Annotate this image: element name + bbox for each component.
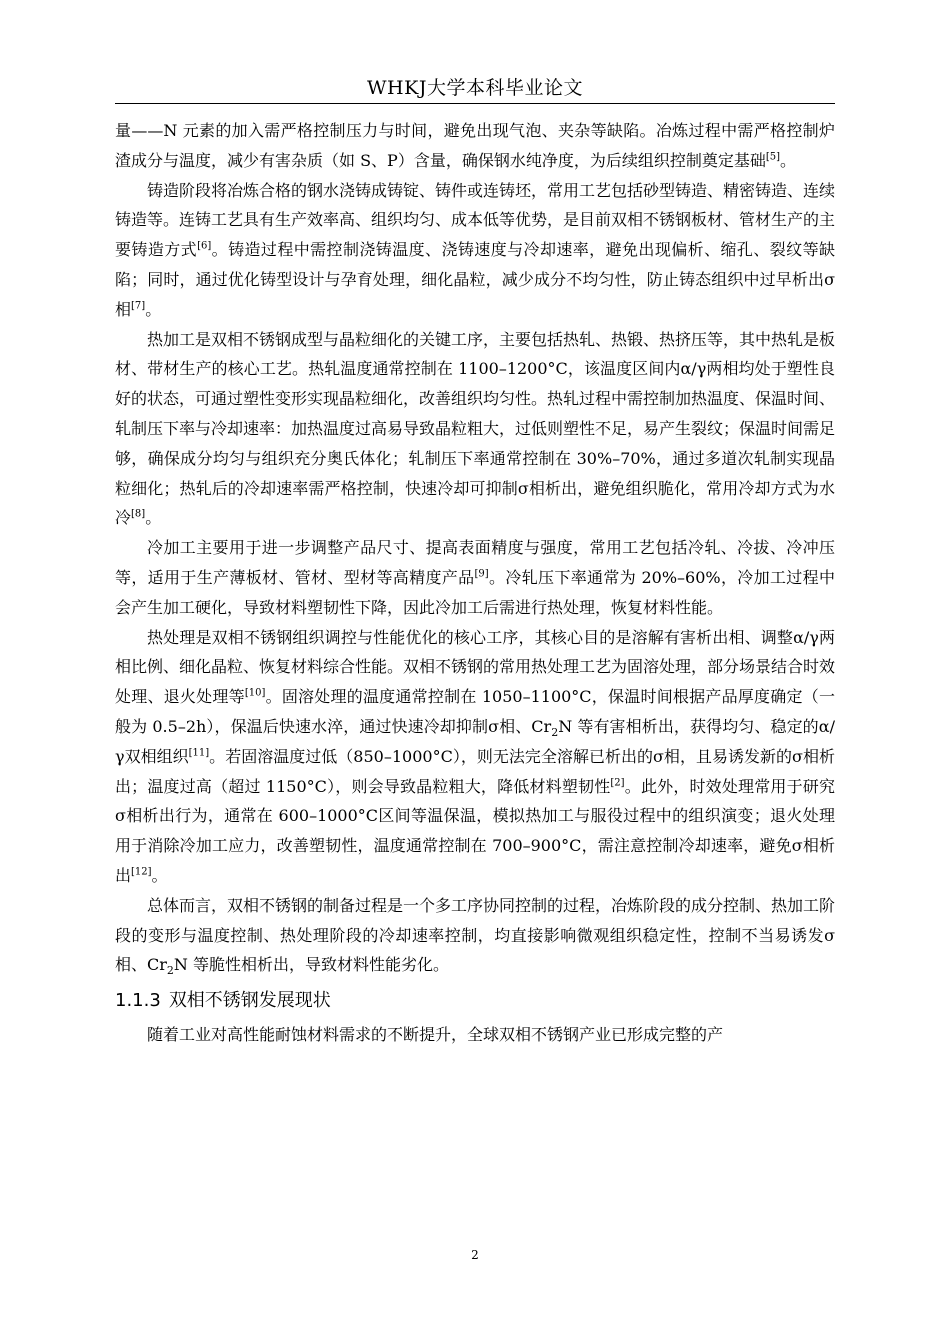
header-divider bbox=[115, 103, 835, 104]
citation: [8] bbox=[131, 509, 146, 521]
citation: [5] bbox=[765, 151, 780, 163]
paragraph-text: 。冷轧压下率通常为 20%–60%，冷加工过程中会产生加工硬化，导致材料塑韧性下降，因此冷加工后需进行热处理，恢复材料性能。 bbox=[115, 567, 835, 617]
paragraph-text: N 等脆性相析出，导致材料性能劣化。 bbox=[173, 955, 449, 975]
paragraph-text: 。铸造过程中需控制浇铸温度、浇铸速度与冷却速率，避免出现偏析、缩孔、裂纹等缺陷；同时，通过优化铸型设计与孕育处理，细化晶粒，减少成分不均匀性，防止铸态组织中过早析出σ相 bbox=[115, 240, 835, 319]
section-title: 双相不锈钢发展现状 bbox=[168, 990, 331, 1012]
page-number: 2 bbox=[471, 1248, 479, 1262]
citation: [12] bbox=[131, 866, 152, 878]
paragraph-text: 。 bbox=[145, 508, 162, 528]
paragraph-continued bbox=[115, 116, 835, 176]
section-number: 1.1.3 bbox=[115, 990, 161, 1012]
paragraph-heat-treatment bbox=[115, 623, 835, 891]
paragraph-text: 。若固溶温度过低（850–1000°C），则无法完全溶解已析出的σ相，且易诱发新的σ相析出；温度过高（超过 1150°C），则会导致晶粒粗大，降低材料塑韧性 bbox=[115, 746, 835, 796]
paragraph-text: 随着工业对高性能耐蚀材料需求的不断提升，全球双相不锈钢产业已形成完整的产 bbox=[147, 1025, 724, 1045]
paragraph-text: 。 bbox=[151, 865, 168, 885]
citation: [11] bbox=[188, 747, 210, 759]
paragraph-text: 。 bbox=[145, 299, 162, 319]
citation: [6] bbox=[197, 240, 212, 252]
citation: [10] bbox=[244, 687, 266, 699]
page-header-title: WHKJ大学本科毕业论文 bbox=[367, 77, 583, 99]
paragraph-text: 。 bbox=[780, 150, 797, 170]
paragraph-text: 量——N 元素的加入需严格控制压力与时间，避免出现气泡、夹杂等缺陷。冶炼过程中需严格控制炉渣成分与温度，减少有害杂质（如 S、P）含量，确保钢水纯净度，为后续组织控制奠定基础 bbox=[115, 121, 835, 170]
citation: [2] bbox=[610, 777, 625, 789]
paragraph-text: 热处理是双相不锈钢组织调控与性能优化的核心工序，其核心目的是溶解有害析出相、调整α/γ两相比例、细化晶粒、恢复材料综合性能。双相不锈钢的常用热处理工艺为固溶处理，部分场景结合时效处理、退火处理等 bbox=[115, 627, 836, 707]
citation: [7] bbox=[131, 300, 146, 312]
subscript: 2 bbox=[551, 726, 559, 740]
paragraph-hot-working bbox=[115, 325, 835, 534]
paragraph-development bbox=[115, 1020, 835, 1050]
paragraph-summary bbox=[115, 891, 835, 980]
paragraph-text: 铸造阶段将冶炼合格的钢水浇铸成铸锭、铸件或连铸坯，常用工艺包括砂型铸造、精密铸造、连续铸造等。连铸工艺具有生产效率高、组织均匀、成本低等优势，是目前双相不锈钢板材、管材生产的主要铸造方式 bbox=[115, 180, 836, 260]
paragraph-text: N 等有害相析出，获得均匀、稳定的α/γ双相组织 bbox=[115, 716, 835, 766]
subscript: 2 bbox=[166, 964, 174, 978]
document-body bbox=[115, 116, 835, 1050]
paragraph-cold-working bbox=[115, 533, 835, 622]
paragraph-casting bbox=[115, 176, 835, 325]
paragraph-text: 。固溶处理的温度通常控制在 1050–1100°C，保温时间根据产品厚度确定（一般为 0.5–2h），保温后快速水淬，通过快速冷却抑制σ相、Cr bbox=[115, 687, 835, 736]
paragraph-text: 。此外，时效处理常用于研究σ相析出行为，通常在 600–1000°C区间等温保温，模拟热加工与服役过程中的组织演变；退火处理用于消除冷加工应力，改善塑韧性，温度通常控制在 700–900°C，需注意控制冷却速率，避免σ相析出 bbox=[115, 776, 835, 885]
paragraph-text: 冷加工主要用于进一步调整产品尺寸、提高表面精度与强度，常用工艺包括冷轧、冷拔、冷冲压等，适用于生产薄板材、管材、型材等高精度产品 bbox=[115, 538, 835, 587]
paragraph-text: 总体而言，双相不锈钢的制备过程是一个多工序协同控制的过程，冶炼阶段的成分控制、热加工阶段的变形与温度控制、热处理阶段的冷却速率控制，均直接影响微观组织稳定性，控制不当易诱发σ相、Cr bbox=[115, 895, 836, 975]
section-heading bbox=[115, 984, 835, 1018]
paragraph-text: 热加工是双相不锈钢成型与晶粒细化的关键工序，主要包括热轧、热锻、热挤压等，其中热轧是板材、带材生产的核心工艺。热轧温度通常控制在 1100–1200°C，该温度区间内α/γ两相均处于塑性良好的状态，可通过塑性变形实现晶粒细化，改善组织均匀性。热轧过程中需控制加热温度、保温时间、轧制压下率与冷却速率：加热温度过高易导致晶粒粗大，过低则塑性不足，易产生裂纹；保温时间需足够，确保成分均匀与组织充分奥氏体化；轧制压下率通常控制在 30%–70%，通过多道次轧制实现晶粒细化；热轧后的冷却速率需严格控制，快速冷却可抑制σ相析出，避免组织脆化，常用冷却方式为水冷 bbox=[115, 329, 836, 528]
citation: [9] bbox=[474, 568, 489, 580]
